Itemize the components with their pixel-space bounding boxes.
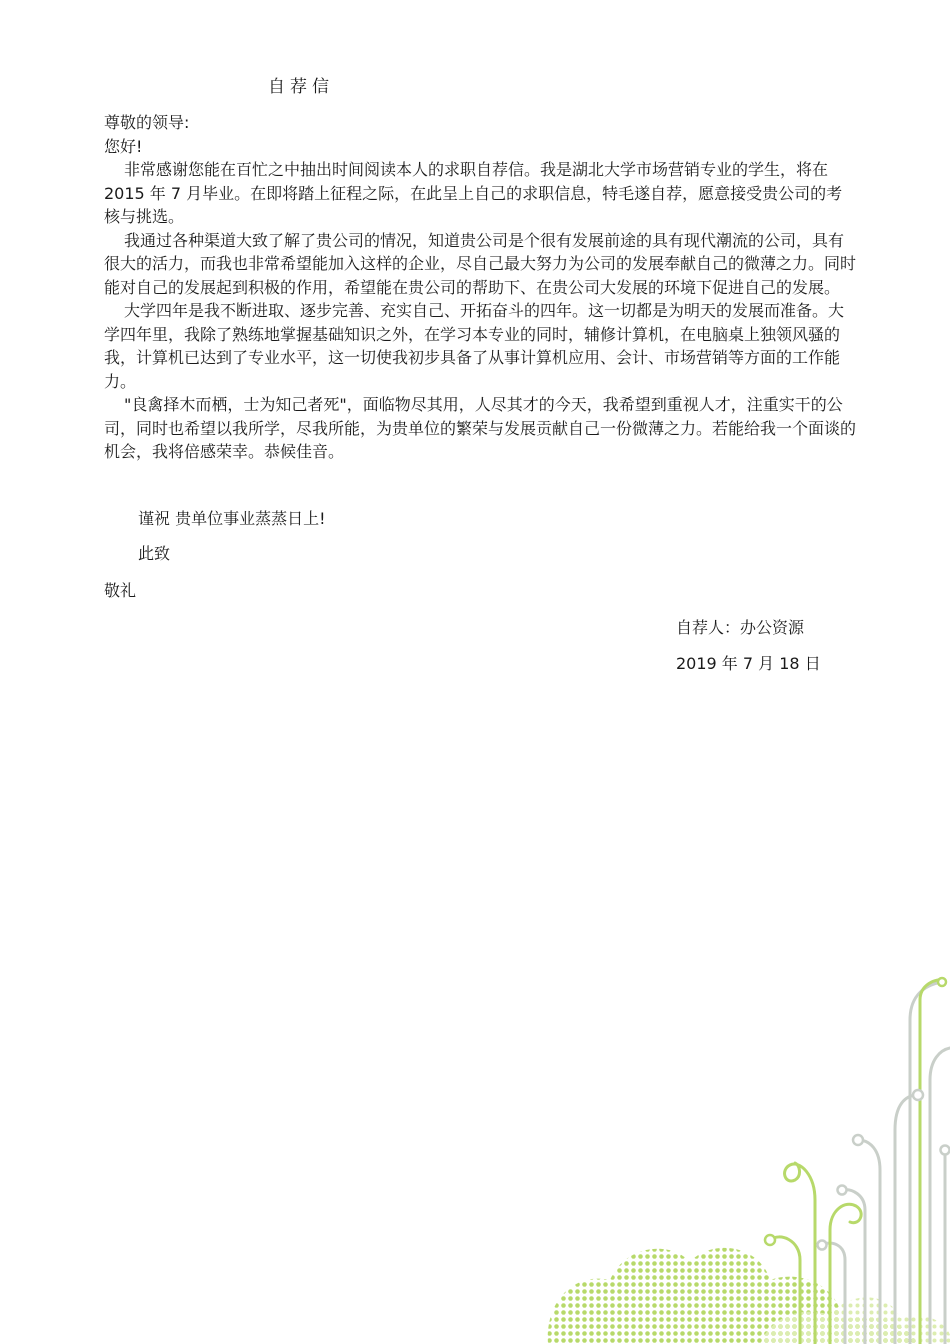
paragraph-2: 我通过各种渠道大致了解了贵公司的情况，知道贵公司是个很有发展前途的具有现代潮流的公司，具有很大的活力，而我也非常希望能加入这样的企业，尽自己最大努力为公司的发展奉献自己的微薄之力。同时能对自己的发展起到积极的作用，希望能在贵公司的帮助下、在贵公司大发展的环境下促进自己的发展。 (104, 230, 857, 297)
paragraph-3: 大学四年是我不断进取、逐步完善、充实自己、开拓奋斗的四年。这一切都是为明天的发展而准备。大学四年里，我除了熟练地掌握基础知识之外，在学习本专业的同时，辅修计算机，在电脑桌上独领风骚的我，计算机已达到了专业水平，这一切使我初步具备了从事计算机应用、会计、市场营销等方面的工作能力。 (104, 301, 845, 391)
closing-jingli: 敬礼 (104, 581, 137, 600)
paragraph-4: "良禽择木而栖，士为知己者死"，面临物尽其用，人尽其才的今天，我希望到重视人才，注重实干的公司，同时也希望以我所学，尽我所能，为贵单位的繁荣与发展贡献自己一份微薄之力。若能给我一个面谈的机会，我将倍感荣幸。恭候佳音。 (104, 395, 857, 461)
decorative-plant-illustration (520, 960, 950, 1344)
bud-circle (853, 1135, 863, 1145)
bud-circle (818, 1241, 827, 1250)
bud-circle (838, 1186, 847, 1195)
bud-circle-green (765, 1235, 775, 1245)
stem-line (910, 982, 942, 1344)
bud-circle-green (938, 978, 946, 986)
letter-body (104, 111, 856, 464)
closing-wish: 谨祝 贵单位事业蒸蒸日上! (138, 509, 326, 528)
closing-cizhi: 此致 (138, 544, 171, 563)
stem-line (930, 1048, 950, 1344)
stem-line (895, 1095, 918, 1344)
curl-line (920, 980, 945, 1344)
bud-circle (941, 1146, 950, 1155)
paragraph-1: 非常感谢您能在百忙之中抽出时间阅读本人的求职自荐信。我是湖北大学市场营销专业的学生，将在 2015 年 7 月毕业。在即将踏上征程之际，在此呈上自己的求职信息，特毛遂自荐，愿意接受贵公司的考核与挑选。 (104, 160, 843, 226)
bud-circle (913, 1090, 923, 1100)
greeting: 您好! (104, 136, 143, 156)
salutation: 尊敬的领导: (104, 113, 190, 132)
letter-date: 2019 年 7 月 18 日 (676, 654, 821, 673)
letter-title: 自荐信 (268, 77, 334, 97)
signature: 自荐人：办公资源 (676, 618, 805, 637)
